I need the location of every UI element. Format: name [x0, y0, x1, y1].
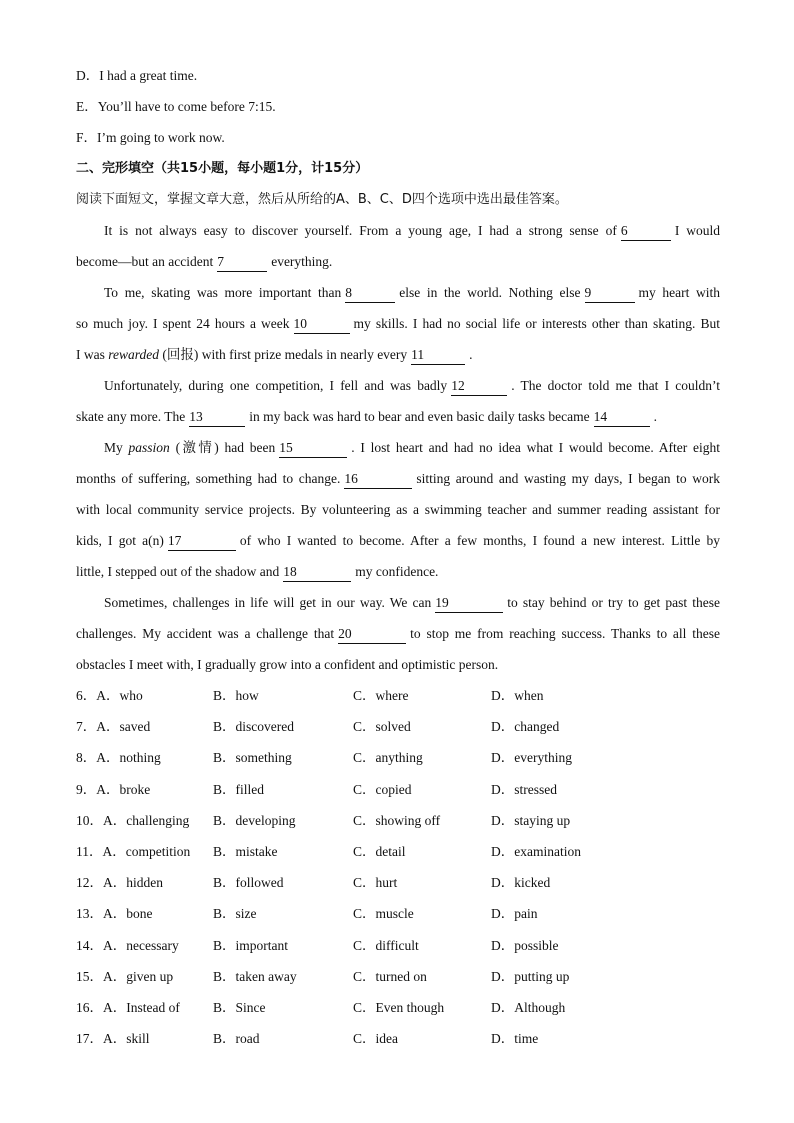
option-b: B．important: [213, 937, 288, 953]
blank-6: 6: [621, 223, 671, 241]
option-d: D．putting up: [491, 968, 570, 984]
option-c: C．difficult: [353, 937, 419, 953]
option-a: 7．A．saved: [76, 719, 151, 735]
option-d: D．changed: [491, 719, 560, 735]
passage-line: My passion (激情) had been 15 . I lost heart and had no idea what I would become. After eight: [76, 434, 720, 465]
blank-19: 19: [435, 595, 503, 613]
blank-8: 8: [345, 285, 395, 303]
blank-16: 16: [344, 471, 412, 489]
section-heading: 二、完形填空（共15小题，每小题1分，计15分）: [76, 161, 369, 176]
blank-10: 10: [294, 316, 350, 334]
option-b: B．road: [213, 1031, 260, 1047]
option-c: C．solved: [353, 719, 411, 735]
option-d: D．examination: [491, 843, 581, 859]
option-a: 10．A．challenging: [76, 812, 190, 828]
question-row: [76, 932, 720, 963]
option-c: C．turned on: [353, 968, 427, 984]
question-row: [76, 994, 720, 1025]
option-a: 14．A．necessary: [76, 937, 179, 953]
option-a: 12．A．hidden: [76, 875, 163, 891]
passage-line: I was rewarded (回报) with first prize medals in nearly every 11 .: [76, 341, 720, 372]
option-a: 11．A．competition: [76, 843, 191, 859]
question-row: [76, 807, 720, 838]
blank-17: 17: [168, 533, 236, 551]
option-d: D．stressed: [491, 781, 557, 797]
option-a: 13．A．bone: [76, 906, 153, 922]
option-a: 15．A．given up: [76, 968, 174, 984]
option-b: B．developing: [213, 812, 296, 828]
blank-9: 9: [585, 285, 635, 303]
question-row: [76, 900, 720, 931]
passage-line: become—but an accident 7 everything.: [76, 248, 720, 279]
section-instruction: 阅读下面短文，掌握文章大意，然后从所给的A、B、C、D四个选项中选出最佳答案。: [76, 192, 568, 207]
passage-line: Unfortunately, during one competition, I fell and was badly 12 . The doctor told me that I couldn’t: [76, 372, 720, 403]
option-c: C．showing off: [353, 812, 441, 828]
option-c: C．where: [353, 688, 409, 703]
option-b: B．followed: [213, 875, 284, 891]
answer-choices: [76, 682, 720, 1056]
option-a: 17．A．skill: [76, 1031, 150, 1047]
option-b: B．size: [213, 906, 257, 922]
option-c: C．idea: [353, 1031, 398, 1047]
blank-14: 14: [594, 409, 650, 427]
option-a: 8．A．nothing: [76, 750, 161, 766]
question-row: [76, 682, 720, 713]
option-b: B．taken away: [213, 968, 297, 984]
passage-line: with local community service projects. By volunteering as a swimming teacher and summer reading assistant for: [76, 502, 720, 517]
question-row: [76, 838, 720, 869]
question-row: [76, 869, 720, 900]
blank-12: 12: [451, 378, 507, 396]
passage-line: so much joy. I spent 24 hours a week 10 my skills. I had no social life or interests other than skating. But: [76, 310, 720, 341]
option-c: C．detail: [353, 843, 406, 859]
option-c: C．anything: [353, 750, 423, 766]
cloze-passage: [76, 217, 720, 682]
option-d: D．time: [491, 1031, 539, 1047]
exam-page: [76, 62, 720, 1056]
passage-line: obstacles I meet with, I gradually grow into a confident and optimistic person.: [76, 657, 499, 672]
question-row: [76, 776, 720, 807]
option-a: 9．A．broke: [76, 781, 151, 797]
passage-line: challenges. My accident was a challenge that 20 to stop me from reaching success. Thanks to all these: [76, 620, 720, 651]
option-d: D．pain: [491, 906, 538, 922]
passage-line: It is not always easy to discover yourself. From a young age, I had a strong sense of 6 I would: [76, 217, 720, 248]
question-row: [76, 744, 720, 775]
blank-13: 13: [189, 409, 245, 427]
blank-18: 18: [283, 564, 351, 582]
option-b: B．filled: [213, 781, 264, 797]
option-f: F．I’m going to work now.: [76, 130, 225, 145]
previous-options: [76, 62, 720, 155]
option-c: C．copied: [353, 781, 412, 797]
question-row: [76, 1025, 720, 1056]
option-b: B．how: [213, 688, 259, 703]
blank-20: 20: [338, 626, 406, 644]
blank-11: 11: [411, 347, 465, 365]
option-e: E．You’ll have to come before 7:15.: [76, 99, 276, 114]
question-row: [76, 963, 720, 994]
option-d: D．kicked: [491, 875, 551, 891]
passage-line: months of suffering, something had to change. 16 sitting around and wasting my days, I began to work: [76, 465, 720, 496]
option-a: 6．A．who: [76, 688, 143, 703]
option-a: 16．A．Instead of: [76, 999, 180, 1015]
option-c: C．hurt: [353, 875, 398, 891]
option-d: D．I had a great time.: [76, 68, 198, 83]
option-b: B．mistake: [213, 843, 278, 859]
option-c: C．Even though: [353, 999, 445, 1015]
passage-line: kids, I got a(n) 17 of who I wanted to become. After a few months, I found a new interest. Little by: [76, 527, 720, 558]
option-b: B．Since: [213, 999, 266, 1015]
option-c: C．muscle: [353, 906, 414, 922]
passage-line: Sometimes, challenges in life will get in our way. We can 19 to stay behind or try to get past these: [76, 589, 720, 620]
passage-line: little, I stepped out of the shadow and 18 my confidence.: [76, 558, 720, 589]
option-d: D．everything: [491, 750, 572, 766]
passage-line: skate any more. The 13 in my back was hard to bear and even basic daily tasks became 14 .: [76, 403, 720, 434]
option-b: B．something: [213, 750, 292, 766]
option-d: D．when: [491, 688, 544, 703]
passage-line: To me, skating was more important than 8 else in the world. Nothing else 9 my heart with: [76, 279, 720, 310]
option-d: D．staying up: [491, 812, 571, 828]
option-b: B．discovered: [213, 719, 294, 735]
blank-7: 7: [217, 254, 267, 272]
option-d: D．possible: [491, 937, 559, 953]
option-d: D．Although: [491, 999, 566, 1015]
question-row: [76, 713, 720, 744]
blank-15: 15: [279, 440, 347, 458]
